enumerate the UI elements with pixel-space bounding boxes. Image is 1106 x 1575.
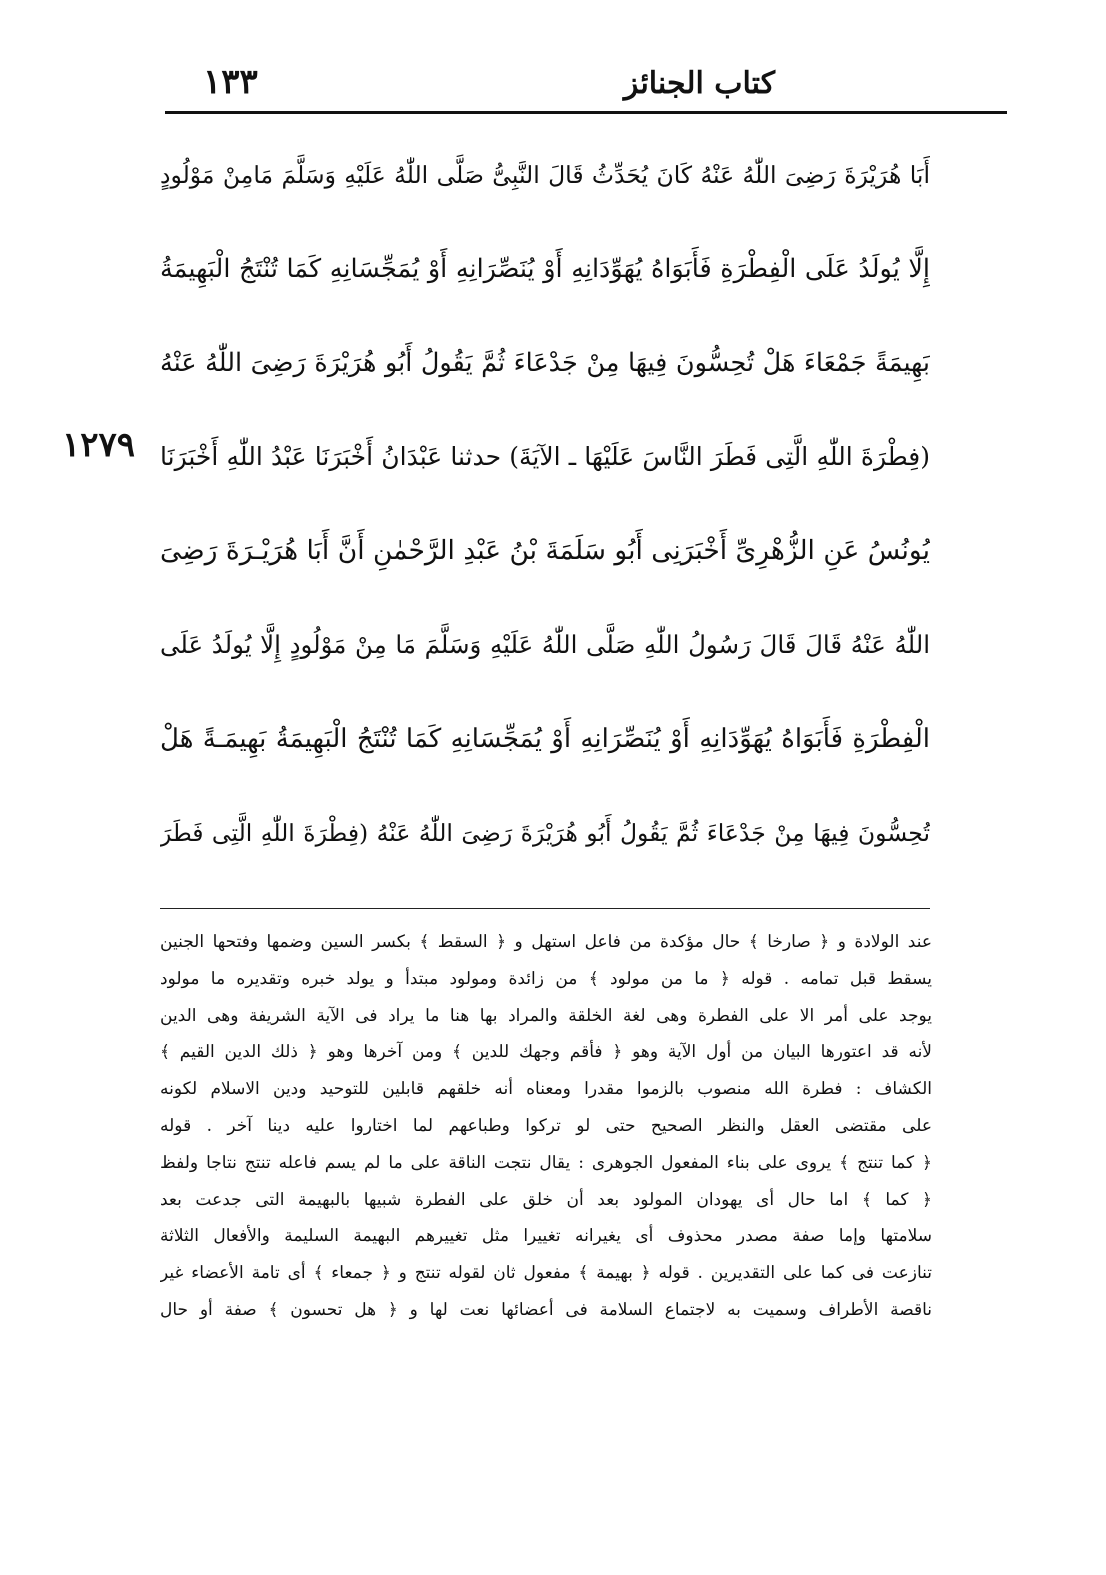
header-rule (165, 111, 1007, 114)
footnote-line: الكشاف : فطرة الله منصوب بالزموا مقدرا ومعناه أنه خلقهم قابلين للتوحيد ودين الاسلام لكونه (160, 1079, 932, 1100)
hadith-number: ١٢٧٩ (62, 425, 136, 465)
footnote-line: ﴿ كما ﴾ اما حال أى يهودان المولود بعد أن خلق على الفطرة شبيها بالبهيمة التى جدعت بعد (160, 1189, 932, 1210)
book-chapter-title: كتاب الجنائز (623, 66, 775, 101)
text-line: (فِطْرَةَ اللّٰهِ الَّتِى فَطَرَ النَّاسَ عَلَيْهَا ـ الآيَةَ) حدثنا عَبْدَانُ أَخْبَرَنَا عَبْدُ اللّٰهِ أَخْبَرَنَا (160, 442, 930, 471)
footnote-line: على مقتضى العقل والنظر الصحيح حتى لو تركوا وطباعهم لما اختاروا عليه دينا آخر . قوله (160, 1115, 932, 1136)
text-line: أَبَا هُرَيْرَةَ رَضِىَ اللّٰهُ عَنْهُ كَانَ يُحَدِّثُ قَالَ النَّبِىُّ صَلَّى اللّٰهُ عَلَيْهِ وَسَلَّمَ مَامِنْ مَوْلُودٍ (160, 161, 930, 189)
page-header (165, 62, 1005, 110)
text-line: إِلَّا يُولَدُ عَلَى الْفِطْرَةِ فَأَبَوَاهُ يُهَوِّدَانِهِ أَوْ يُنَصِّرَانِهِ أَوْ يُمَجِّسَانِهِ كَمَا تُنْتَجُ الْبَهِيمَةُ (160, 254, 930, 284)
footnote-line: عند الولادة و ﴿ صارخا ﴾ حال مؤكدة من فاعل استهل و ﴿ السقط ﴾ بكسر السين وضمها وفتحها الجنين (160, 932, 932, 952)
text-line: بَهِيمَةً جَمْعَاءَ هَلْ تُحِسُّونَ فِيهَا مِنْ جَدْعَاءَ ثُمَّ يَقُولُ أَبُو هُرَيْرَةَ رَضِىَ اللّٰهُ عَنْهُ (160, 348, 930, 378)
text-line: الْفِطْرَةِ فَأَبَوَاهُ يُهَوِّدَانِهِ أَوْ يُنَصِّرَانِهِ أَوْ يُمَجِّسَانِهِ كَمَا تُنْتَجُ الْبَهِيمَةُ بَهِيمَـةً هَلْ (160, 724, 930, 754)
page-number: ١٣٣ (203, 62, 258, 102)
footnote-separator (160, 908, 930, 909)
footnote-line: سلامتها وإما صفة مصدر محذوف أى يغيرانه تغييرا مثل تغييرهم البهيمة السليمة والأفعال الثلاثة (160, 1226, 932, 1247)
commentary-footnotes (160, 924, 932, 1329)
footnote-line: ﴿ كما تنتج ﴾ يروى على بناء المفعول الجوهرى : يقال نتجت الناقة على ما لم يسم فاعله تنتج نتاجا ولفظ (160, 1152, 932, 1173)
text-line: اللّٰهُ عَنْهُ قَالَ قَالَ رَسُولُ اللّٰهِ صَلَّى اللّٰهُ عَلَيْهِ وَسَلَّمَ مَا مِنْ مَوْلُودٍ إِلَّا يُولَدُ عَلَى (160, 630, 930, 659)
footnote-line: يوجد على أمر الا على الفطرة وهى لغة الخلقة والمراد بها هنا ما يراد فى الآية الشريفة وهى الدين (160, 1005, 932, 1026)
footnote-line: لأنه قد اعتورها البيان من أول الآية وهو ﴿ فأقم وجهك للدين ﴾ ومن آخرها وهو ﴿ ذلك الدين القيم ﴾ (160, 1042, 932, 1063)
footnote-line: يسقط قبل تمامه . قوله ﴿ ما من مولود ﴾ من زائدة ومولود مبتدأ و يولد خبره وتقديره ما مولود (160, 968, 932, 989)
footnote-line: ناقصة الأطراف وسميت به لاجتماع السلامة فى أعضائها نعت لها و ﴿ هل تحسون ﴾ صفة أو حال (160, 1299, 932, 1320)
hadith-text (160, 128, 930, 880)
text-line: تُحِسُّونَ فِيهَا مِنْ جَدْعَاءَ ثُمَّ يَقُولُ أَبُو هُرَيْرَةَ رَضِىَ اللّٰهُ عَنْهُ (فِطْرَةَ اللّٰهِ الَّتِى فَطَرَ (160, 819, 930, 847)
footnote-line: تنازعت فى كما على التقديرين . قوله ﴿ بهيمة ﴾ مفعول ثان لقوله تنتج و ﴿ جمعاء ﴾ أى تامة الأعضاء غير (160, 1263, 932, 1284)
text-line: يُونُسُ عَنِ الزُّهْرِىِّ أَخْبَرَنِى أَبُو سَلَمَةَ بْنُ عَبْدِ الرَّحْمٰنِ أَنَّ أَبَا هُرَيْـرَةَ رَضِىَ (160, 535, 930, 566)
